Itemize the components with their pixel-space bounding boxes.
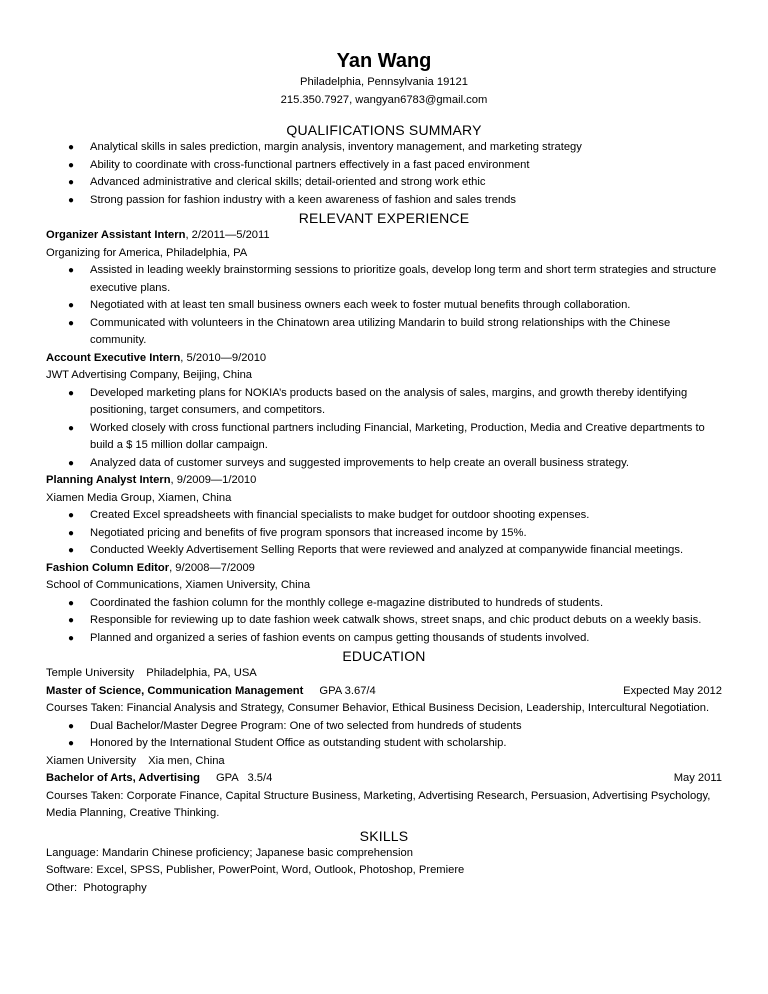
qualifications-heading: QUALIFICATIONS SUMMARY [286, 122, 482, 138]
bullet-icon: ● [68, 510, 75, 521]
job-organization: School of Communications, Xiamen University, China [46, 579, 311, 591]
education-heading: EDUCATION [342, 648, 426, 664]
skill-software: Software: Excel, SPSS, Publisher, PowerPoint, Word, Outlook, Photoshop, Premiere [46, 864, 465, 876]
list-item: ● Responsible for reviewing up to date fashion week catwalk shows, street snaps, and chic product debuts on a weekly basis. [46, 612, 722, 630]
list-item: ● Dual Bachelor/Master Degree Program: One of two selected from hundreds of students [46, 718, 722, 736]
graduation-date: Expected May 2012 [623, 684, 722, 697]
graduation-date: May 2011 [673, 772, 722, 784]
bullet-icon: ● [68, 615, 75, 626]
bullet-icon: ● [68, 457, 75, 469]
job-dates: , 2/2011—5/2011 [185, 229, 270, 241]
job-entry [46, 350, 722, 473]
job-entry [46, 227, 722, 350]
contact-info: 215.350.7927, wangyan6783@gmail.com [280, 93, 488, 106]
job-entry [46, 560, 722, 648]
bullet-icon: ● [68, 265, 75, 276]
list-item: ● Strong passion for fashion industry with a keen awareness of fashion and sales trends [46, 192, 722, 210]
list-item: ● Negotiated pricing and benefits of five program sponsors that increased income by 15%. [46, 525, 722, 543]
bullet-icon: ● [68, 300, 75, 311]
bullet-icon: ● [68, 194, 75, 206]
school-location: Philadelphia, PA, USA [146, 667, 257, 679]
bullet-icon: ● [68, 738, 75, 749]
bullet-icon: ● [68, 720, 75, 732]
gpa: GPA 3.5/4 [215, 772, 273, 784]
job-dates: , 5/2010—9/2010 [180, 351, 267, 364]
courses-taken: Courses Taken: Financial Analysis and Strategy, Consumer Behavior, Ethical Business Decision, Leadership, Intercultural Negotiation. [46, 702, 710, 714]
skill-other: Other: Photography [46, 881, 147, 894]
bullet-icon: ● [68, 177, 75, 188]
job-organization: Xiamen Media Group, Xiamen, China [46, 491, 232, 504]
gpa: GPA 3.67/4 [319, 684, 376, 697]
list-item: ● Analyzed data of customer surveys and suggested improvements to help create an overall business strategy. [46, 455, 722, 473]
bullet-icon: ● [68, 142, 75, 153]
list-item: ● Conducted Weekly Advertisement Selling Reports that were reviewed and analyzed at companywide financial meetings. [46, 542, 722, 560]
resume-page [46, 50, 722, 897]
experience-heading: RELEVANT EXPERIENCE [298, 210, 470, 226]
list-item: ● Ability to coordinate with cross-functional partners effectively in a fast paced environment [46, 157, 722, 175]
address: Philadelphia, Pennsylvania 19121 [300, 76, 468, 88]
education-entry [46, 665, 722, 753]
job-title: Organizer Assistant Intern [46, 229, 186, 241]
list-item: ● Honored by the International Student Office as outstanding student with scholarship. [46, 735, 722, 753]
bullet-icon: ● [68, 527, 75, 539]
list-item: ● Communicated with volunteers in the Chinatown area utilizing Mandarin to build strong relationships with the Chinese community. [68, 316, 671, 346]
list-item: ● Coordinated the fashion column for the monthly college e-magazine distributed to hundreds of students. [46, 595, 722, 613]
job-entry [46, 472, 722, 560]
job-organization: Organizing for America, Philadelphia, PA [46, 246, 248, 259]
education-entry [46, 753, 722, 823]
degree: Bachelor of Arts, Advertising [46, 772, 200, 784]
job-organization: JWT Advertising Company, Beijing, China [46, 369, 253, 381]
job-title: Planning Analyst Intern [46, 474, 171, 486]
job-title: Account Executive Intern [46, 351, 181, 364]
bullet-icon: ● [68, 317, 75, 329]
list-item: ● Created Excel spreadsheets with financial specialists to make budget for outdoor shooting expenses. [46, 507, 722, 525]
bullet-icon: ● [68, 159, 75, 171]
skill-language: Language: Mandarin Chinese proficiency; Japanese basic comprehension [46, 846, 413, 859]
bullet-icon: ● [68, 597, 75, 609]
list-item: ● Planned and organized a series of fashion events on campus getting thousands of students involved. [46, 630, 722, 648]
job-title: Fashion Column Editor [46, 561, 170, 574]
applicant-name: Yan Wang [336, 50, 432, 72]
bullet-icon: ● [68, 387, 75, 399]
list-item: ● Worked closely with cross functional partners including Financial, Marketing, Production, Media and Creative departments to build a $ 15 million dollar campaign. [68, 421, 705, 451]
list-item: ● Negotiated with at least ten small business owners each week to foster mutual benefits through collaboration. [46, 297, 722, 315]
skills-heading: SKILLS [359, 827, 409, 844]
degree: Master of Science, Communication Management [46, 684, 304, 697]
school-name: Temple University [46, 667, 135, 679]
bullet-icon: ● [68, 422, 75, 434]
list-item: ● Assisted in leading weekly brainstorming sessions to prioritize goals, develop long term and short term strategies and structure executive plans. [68, 264, 717, 294]
list-item: ● Analytical skills in sales prediction, margin analysis, inventory management, and marketing strategy [46, 139, 722, 157]
job-dates: , 9/2009—1/2010 [170, 474, 257, 486]
school-location: Xia men, China [148, 754, 225, 767]
list-item: ● Advanced administrative and clerical skills; detail-oriented and strong work ethic [46, 174, 722, 192]
job-dates: , 9/2008—7/2009 [169, 561, 255, 574]
list-item: ● Developed marketing plans for NOKIA’s products based on the analysis of sales, margins, and growth thereby identifying positioning, target consumers, and competitors. [68, 386, 688, 416]
bullet-icon: ● [68, 545, 75, 556]
courses-taken: Courses Taken: Corporate Finance, Capital Structure Business, Marketing, Advertising Research, Persuasion, Advertising Psychology, Media Planning, Creative Thinking. [46, 789, 711, 819]
bullet-icon: ● [68, 632, 75, 644]
school-name: Xiamen University [46, 754, 137, 767]
qualifications-list [46, 139, 722, 209]
